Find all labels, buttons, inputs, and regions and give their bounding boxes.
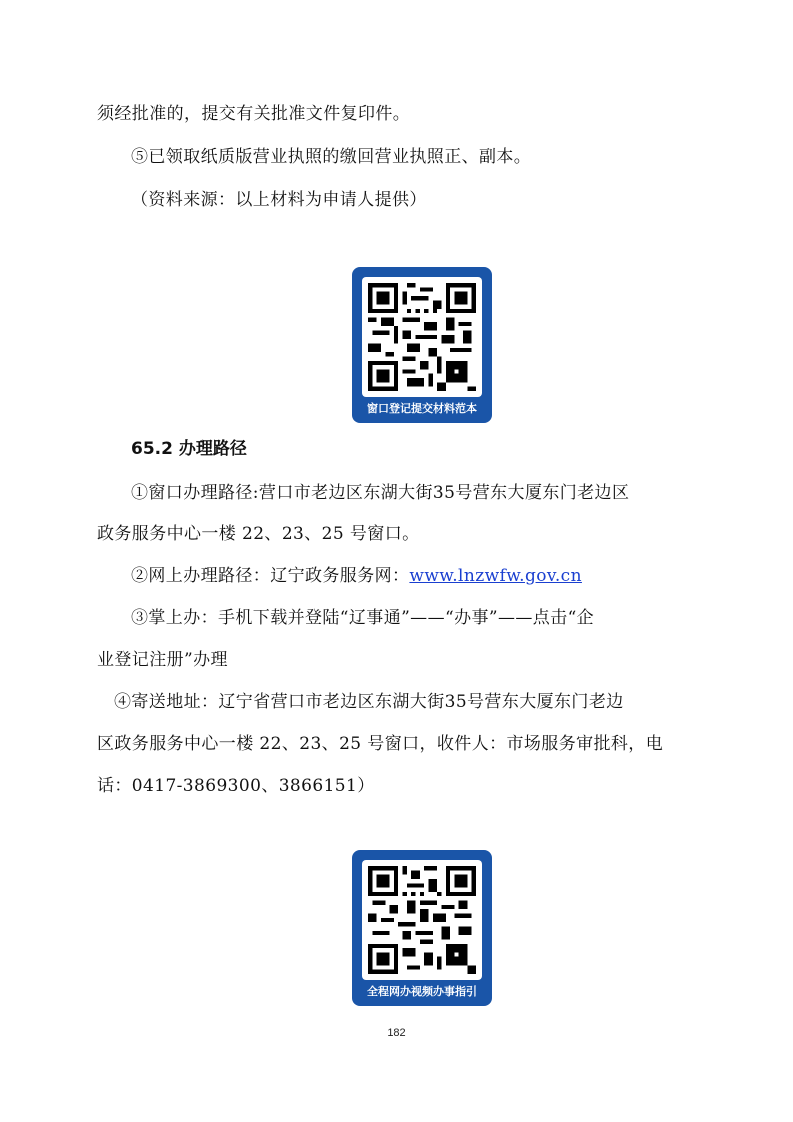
path-mail-line2: 区政务服务中心一楼 22、23、25 号窗口，收件人：市场服务审批科，电 — [97, 734, 664, 754]
page-number: 182 — [387, 1027, 406, 1039]
text-line-license-return: ⑤已领取纸质版营业执照的缴回营业执照正、副本。 — [131, 147, 532, 167]
path-online-label: ②网上办理路径：辽宁政务服务网： — [131, 566, 410, 586]
text-line-approval: 须经批准的，提交有关批准文件复印件。 — [97, 104, 411, 124]
qr-code-icon — [368, 283, 476, 391]
path-window-line2: 政务服务中心一楼 22、23、25 号窗口。 — [97, 524, 420, 544]
qr-code-image[interactable] — [362, 860, 482, 980]
path-window-line1: ①窗口办理路径:营口市老边区东湖大街35号营东大厦东门老边区 — [131, 483, 630, 503]
qr-code-card-video-guide[interactable] — [352, 850, 492, 1006]
text-line-source: （资料来源：以上材料为申请人提供） — [131, 190, 427, 210]
path-mail-line3: 话：0417-3869300、3866151） — [97, 776, 375, 796]
path-online — [131, 564, 582, 588]
qr-caption: 窗口登记提交材料范本 — [367, 402, 477, 415]
qr-code-icon — [368, 866, 476, 974]
qr-caption: 全程网办视频办事指引 — [367, 985, 477, 998]
path-mail-line1: ④寄送地址：辽宁省营口市老边区东湖大街35号营东大厦东门老边 — [114, 692, 624, 712]
qr-code-image[interactable] — [362, 277, 482, 397]
portal-link[interactable]: www.lnzwfw.gov.cn — [409, 566, 582, 586]
qr-code-card-materials[interactable] — [352, 267, 492, 423]
path-mobile-line1: ③掌上办：手机下载并登陆“辽事通”——“办事”——点击“企 — [131, 608, 595, 628]
path-mobile-line2: 业登记注册”办理 — [97, 650, 228, 670]
section-heading: 65.2 办理路径 — [131, 439, 247, 459]
